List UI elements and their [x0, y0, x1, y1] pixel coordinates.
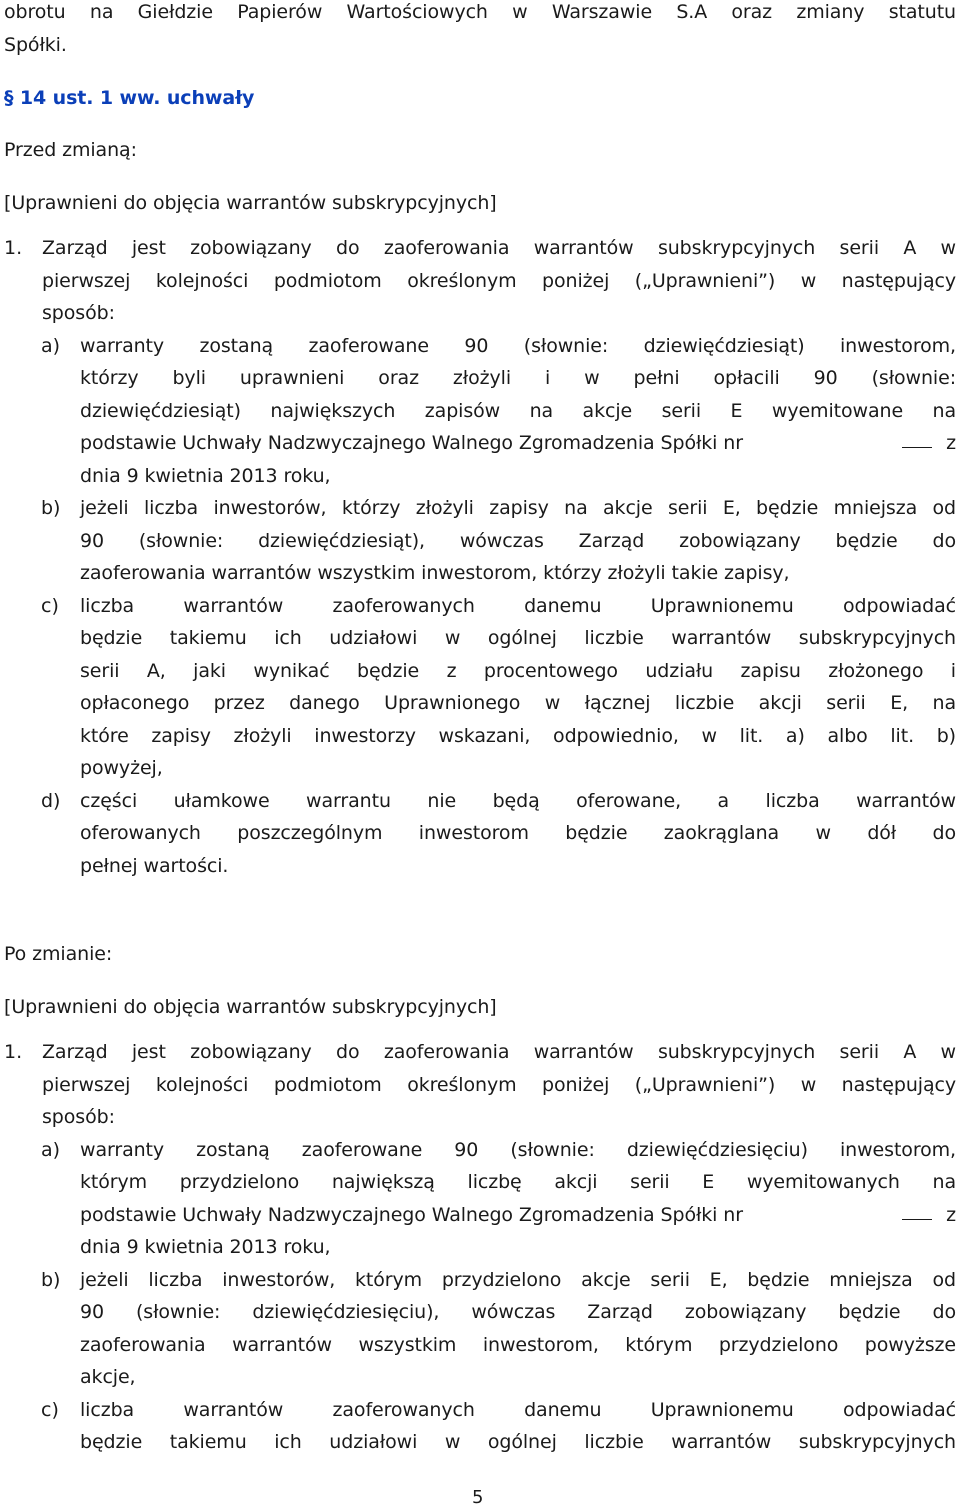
- before-p1-line-2: pierwszej kolejności podmiotom określonym poniżej („Uprawnieni”) w następujący: [42, 270, 956, 292]
- before-item-a-line-2: którzy byli uprawnieni oraz złożyli i w pełni opłacili 90 (słownie:: [80, 367, 956, 389]
- before-title: [Uprawnieni do objęcia warrantów subskrypcyjnych]: [4, 192, 497, 214]
- before-item-c-line-1: liczba warrantów zaoferowanych danemu Uprawnionemu odpowiadać: [80, 595, 956, 617]
- after-item-b-line-4: akcje,: [80, 1366, 136, 1388]
- before-item-d-line-3: pełnej wartości.: [80, 855, 229, 877]
- after-item-b-line-1: jeżeli liczba inwestorów, którym przydzielono akcje serii E, będzie mniejsza od: [80, 1269, 956, 1291]
- after-item-a-line-3-text: podstawie Uchwały Nadzwyczajnego Walnego Zgromadzenia Spółki nr: [80, 1204, 743, 1226]
- after-item-a-line-4: dnia 9 kwietnia 2013 roku,: [80, 1236, 331, 1258]
- resolution-number-blank: [902, 431, 932, 448]
- before-item-a-line-4: [80, 431, 956, 455]
- after-heading: Po zmianie:: [4, 943, 113, 965]
- after-p1-line-2: pierwszej kolejności podmiotom określonym poniżej („Uprawnieni”) w następujący: [42, 1074, 956, 1096]
- after-item-c-line-1: liczba warrantów zaoferowanych danemu Uprawnionemu odpowiadać: [80, 1399, 956, 1421]
- before-item-c-line-2: będzie takiemu ich udziałowi w ogólnej liczbie warrantów subskrypcyjnych: [80, 627, 956, 649]
- after-item-a-line-1: warranty zostaną zaoferowane 90 (słownie: dziewięćdziesięciu) inwestorom,: [80, 1139, 956, 1161]
- before-item-a-line-4-text: podstawie Uchwały Nadzwyczajnego Walnego Zgromadzenia Spółki nr: [80, 432, 743, 454]
- after-item-a-line-3-end: z: [946, 1204, 956, 1226]
- before-item-b-line-2: 90 (słownie: dziewięćdziesiąt), wówczas Zarząd zobowiązany będzie do: [80, 530, 956, 552]
- before-item-d-marker: d): [41, 790, 61, 812]
- after-item-a-line-2: którym przydzielono największą liczbę akcji serii E wyemitowanych na: [80, 1171, 956, 1193]
- before-paragraph-number: 1.: [4, 237, 23, 259]
- after-item-c-marker: c): [41, 1399, 59, 1421]
- page-number: 5: [472, 1487, 484, 1508]
- section-reference: § 14 ust. 1 ww. uchwały: [4, 87, 255, 109]
- before-item-c-line-3: serii A, jaki wynikać będzie z procentowego udziału zapisu złożonego i: [80, 660, 956, 682]
- before-item-a-line-3: dziewięćdziesiąt) największych zapisów na akcje serii E wyemitowane na: [80, 400, 956, 422]
- before-p1-line-3: sposób:: [42, 302, 115, 324]
- before-item-d-line-2: oferowanych poszczególnym inwestorom będzie zaokrąglana w dół do: [80, 822, 956, 844]
- intro-line-1: obrotu na Giełdzie Papierów Wartościowych w Warszawie S.A oraz zmiany statutu: [4, 1, 956, 23]
- after-item-a-line-3: [80, 1203, 956, 1227]
- after-item-b-line-3: zaoferowania warrantów wszystkim inwestorom, którym przydzielono powyższe: [80, 1334, 956, 1356]
- resolution-number-blank: [902, 1203, 932, 1220]
- after-paragraph-number: 1.: [4, 1041, 23, 1063]
- after-p1-line-3: sposób:: [42, 1106, 115, 1128]
- after-item-a-marker: a): [41, 1139, 61, 1161]
- before-item-c-line-5: które zapisy złożyli inwestorzy wskazani, odpowiednio, w lit. a) albo lit. b): [80, 725, 956, 747]
- after-item-c-line-2: będzie takiemu ich udziałowi w ogólnej liczbie warrantów subskrypcyjnych: [80, 1431, 956, 1453]
- before-item-a-line-4-end: z: [946, 432, 956, 454]
- after-p1-line-1: Zarząd jest zobowiązany do zaoferowania warrantów subskrypcyjnych serii A w: [42, 1041, 956, 1063]
- after-title: [Uprawnieni do objęcia warrantów subskrypcyjnych]: [4, 996, 497, 1018]
- after-item-b-marker: b): [41, 1269, 61, 1291]
- before-item-b-line-1: jeżeli liczba inwestorów, którzy złożyli zapisy na akcje serii E, będzie mniejsza od: [80, 497, 956, 519]
- before-heading: Przed zmianą:: [4, 139, 137, 161]
- before-item-a-line-1: warranty zostaną zaoferowane 90 (słownie: dziewięćdziesiąt) inwestorom,: [80, 335, 956, 357]
- before-item-a-marker: a): [41, 335, 61, 357]
- before-item-c-line-4: opłaconego przez danego Uprawnionego w łącznej liczbie akcji serii E, na: [80, 692, 956, 714]
- intro-line-2: Spółki.: [4, 34, 67, 56]
- before-p1-line-1: Zarząd jest zobowiązany do zaoferowania warrantów subskrypcyjnych serii A w: [42, 237, 956, 259]
- before-item-c-line-6: powyżej,: [80, 757, 163, 779]
- before-item-c-marker: c): [41, 595, 59, 617]
- before-item-b-line-3: zaoferowania warrantów wszystkim inwestorom, którzy złożyli takie zapisy,: [80, 562, 790, 584]
- before-item-b-marker: b): [41, 497, 61, 519]
- after-item-b-line-2: 90 (słownie: dziewięćdziesięciu), wówczas Zarząd zobowiązany będzie do: [80, 1301, 956, 1323]
- before-item-a-line-5: dnia 9 kwietnia 2013 roku,: [80, 465, 331, 487]
- before-item-d-line-1: części ułamkowe warrantu nie będą oferowane, a liczba warrantów: [80, 790, 956, 812]
